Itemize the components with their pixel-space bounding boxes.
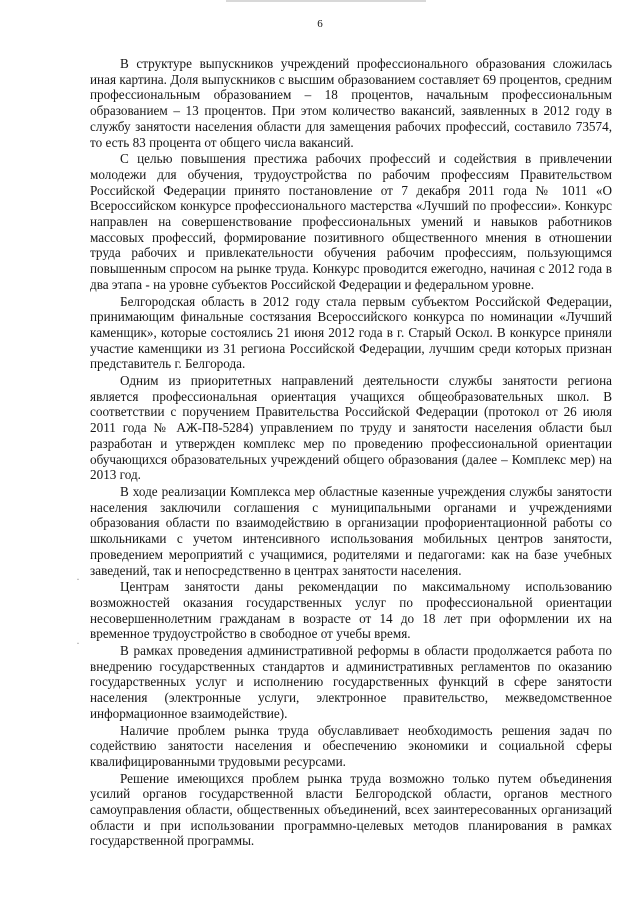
page-number: 6 [317, 18, 323, 30]
paragraph: Белгородская область в 2012 году стала первым субъектом Российской Федерации, принимающим финальные состязания Всероссийского конкурса по номинации «Лучший каменщик», которые состоялись 21 июня 2012 года в г. Старый Оскол. В конкурсе приняли участие каменщики из 31 региона Российской Федерации, лучшим среди которых признан представитель г. Белгорода. [90, 293, 612, 372]
paragraph: В структуре выпускников учреждений профессионального образования сложилась иная картина. Доля выпускников с высшим образованием составляет 69 процентов, средним профессиональным образованием – 18 процентов, начальным профессиональным образованием – 13 процентов. При этом количество вакансий, заявленных в 2012 году в службу занятости населения области для замещения рабочих профессий, составило 73574, то есть 83 процента от общего числа вакансий. [90, 56, 612, 150]
paragraph: Центрам занятости даны рекомендации по максимальному использованию возможностей оказания государственных услуг по профессиональной ориентации несовершеннолетним гражданам в возрасте от 14 до 18 лет при оформлении их на временное трудоустройство в свободное от учебы время. [90, 579, 612, 642]
paragraph: Решение имеющихся проблем рынка труда возможно только путем объединения усилий органов государственной власти Белгородской области, органов местного самоуправления области, общественных объединений, всех заинтересованных организаций области и при использовании программно-целевых методов планирования в рамках государственной программы. [90, 770, 612, 849]
paragraph: Наличие проблем рынка труда обуславливает необходимость решения задач по содействию занятости населения и обеспечению экономики и социальной сферы квалифицированными трудовыми ресурсами. [90, 722, 612, 769]
margin-mark: · [76, 572, 80, 586]
paragraph: В ходе реализации Комплекса мер областные казенные учреждения службы занятости населения заключили соглашения с муниципальными органами и учреждениями образования области по взаимодействию в организации профориентационной работы со школьниками с учетом интенсивного использования мобильных центров занятости, проведением мероприятий с учащимися, родителями и педагогами: как на базе учебных заведений, так и непосредственно в центрах занятости населения. [90, 483, 612, 578]
document-body [90, 56, 612, 849]
paragraph: Одним из приоритетных направлений деятельности службы занятости региона является профессиональная ориентация учащихся общеобразовательных школ. В соответствии с поручением Правительства Российской Федерации (протокол от 26 июля 2011 года № АЖ-П8-5284) управлением по труду и занятости населения области был разработан и утвержден комплекс мер по проведению профессиональной ориентации обучающихся образовательных учреждений общего образования (далее – Комплекс мер) на 2013 год. [90, 373, 612, 483]
paragraph: В рамках проведения административной реформы в области продолжается работа по внедрению государственных стандартов и административных регламентов по оказанию государственных услуг и исполнению государственных функций в сфере занятости населения (электронные услуги, электронное правительство, межведомственное информационное взаимодействие). [90, 643, 612, 721]
paragraph: С целью повышения престижа рабочих профессий и содействия в привлечении молодежи для обучения, трудоустройства по рабочим профессиям Правительством Российской Федерации принято постановление от 7 декабря 2011 года № 1011 «О Всероссийском конкурсе профессионального мастерства «Лучший по профессии». Конкурс направлен на совершенствование профессиональных умений и навыков работников массовых профессий, формирование позитивного общественного мнения в отношении труда рабочих и привлекательности обучения рабочим профессиям, пользующимся повышенным спросом на рынке труда. Конкурс проводится ежегодно, начиная с 2012 года в два этапа - на уровне субъектов Российской Федерации и федеральном уровне. [90, 151, 612, 292]
scan-edge-line [226, 0, 426, 2]
margin-mark: · [76, 636, 80, 650]
